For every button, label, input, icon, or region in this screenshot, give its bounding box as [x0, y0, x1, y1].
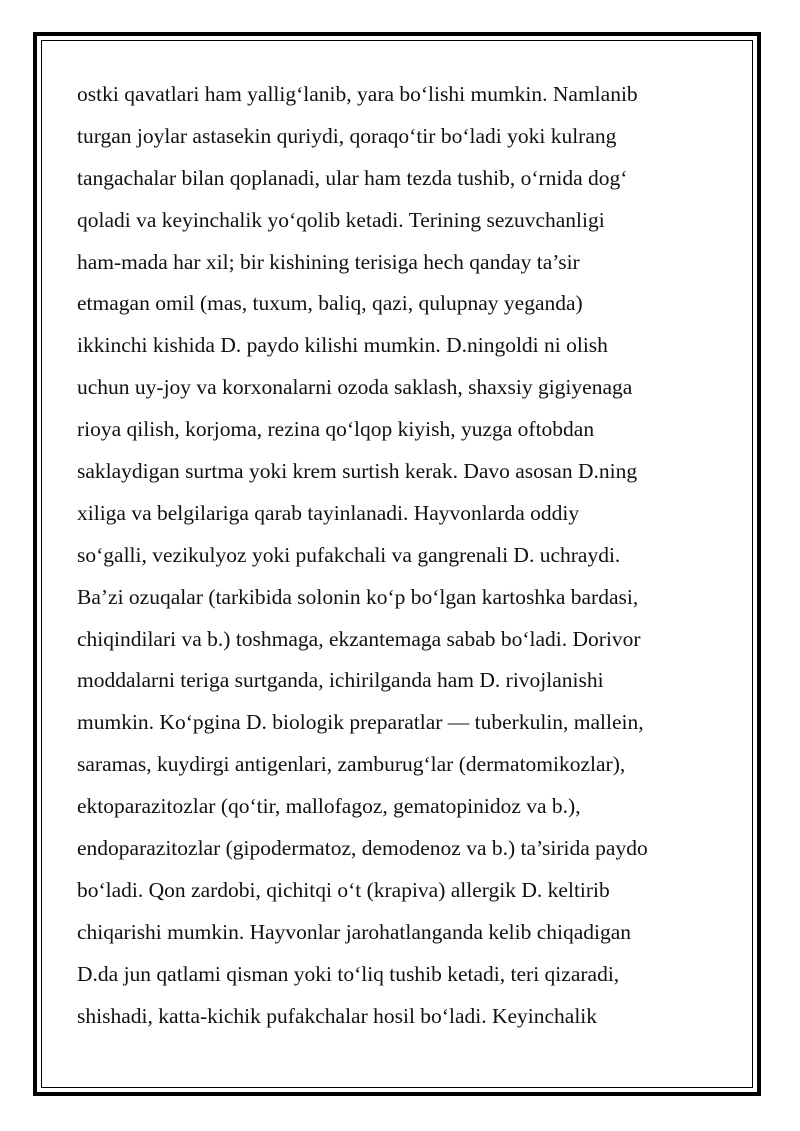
text-line: ikkinchi kishida D. paydo kilishi mumkin. D.ningoldi ni olish	[77, 333, 608, 358]
text-line: Ba’zi ozuqalar (tarkibida solonin ko‘p bo‘lgan kartoshka bardasi,	[77, 584, 639, 609]
text-line: ham-mada har xil; bir kishining terisiga hech qanday ta’sir	[77, 249, 580, 274]
text-line: qoladi va keyinchalik yo‘qolib ketadi. Terining sezuvchanligi	[77, 207, 605, 232]
text-line: turgan joylar astasekin quriydi, qoraqo‘tir bo‘ladi yoki kulrang	[77, 123, 617, 148]
text-line: chiqindilari va b.) toshmaga, ekzantemaga sabab bo‘ladi. Dorivor	[77, 626, 641, 651]
text-line: tangachalar bilan qoplanadi, ular ham tezda tushib, o‘rnida dog‘	[77, 165, 628, 190]
text-line: endoparazitozlar (gipodermatoz, demodenoz va b.) ta’sirida paydo	[77, 836, 648, 861]
text-line: rioya qilish, korjoma, rezina qo‘lqop kiyish, yuzga oftobdan	[77, 417, 595, 442]
text-line: chiqarishi mumkin. Hayvonlar jarohatlanganda kelib chiqadigan	[77, 919, 632, 944]
body-text	[77, 74, 737, 1037]
text-line: saramas, kuydirgi antigenlari, zamburug‘lar (dermatomikozlar),	[77, 752, 626, 777]
text-line: saklaydigan surtma yoki krem surtish kerak. Davo asosan D.ning	[77, 459, 638, 484]
text-line: moddalarni teriga surtganda, ichirilganda ham D. rivojlanishi	[77, 668, 604, 693]
text-line: so‘galli, vezikulyoz yoki pufakchali va gangrenali D. uchraydi.	[77, 542, 621, 567]
text-line: ektoparazitozlar (qo‘tir, mallofagoz, gematopinidoz va b.),	[77, 794, 581, 819]
text-line: D.da jun qatlami qisman yoki to‘liq tushib ketadi, teri qizaradi,	[77, 961, 620, 986]
text-line: uchun uy-joy va korxonalarni ozoda saklash, shaxsiy gigiyenaga	[77, 375, 633, 400]
text-line: etmagan omil (mas, tuxum, baliq, qazi, qulupnay yeganda)	[77, 291, 583, 316]
text-line: xiliga va belgilariga qarab tayinlanadi. Hayvonlarda oddiy	[77, 500, 580, 525]
text-line: shishadi, katta-kichik pufakchalar hosil bo‘ladi. Keyinchalik	[77, 1003, 598, 1028]
text-line: mumkin. Ko‘pgina D. biologik preparatlar — tuberkulin, mallein,	[77, 710, 644, 735]
text-line: ostki qavatlari ham yallig‘lanib, yara bo‘lishi mumkin. Namlanib	[77, 82, 638, 106]
text-line: bo‘ladi. Qon zardobi, qichitqi o‘t (krapiva) allergik D. keltirib	[77, 877, 610, 902]
